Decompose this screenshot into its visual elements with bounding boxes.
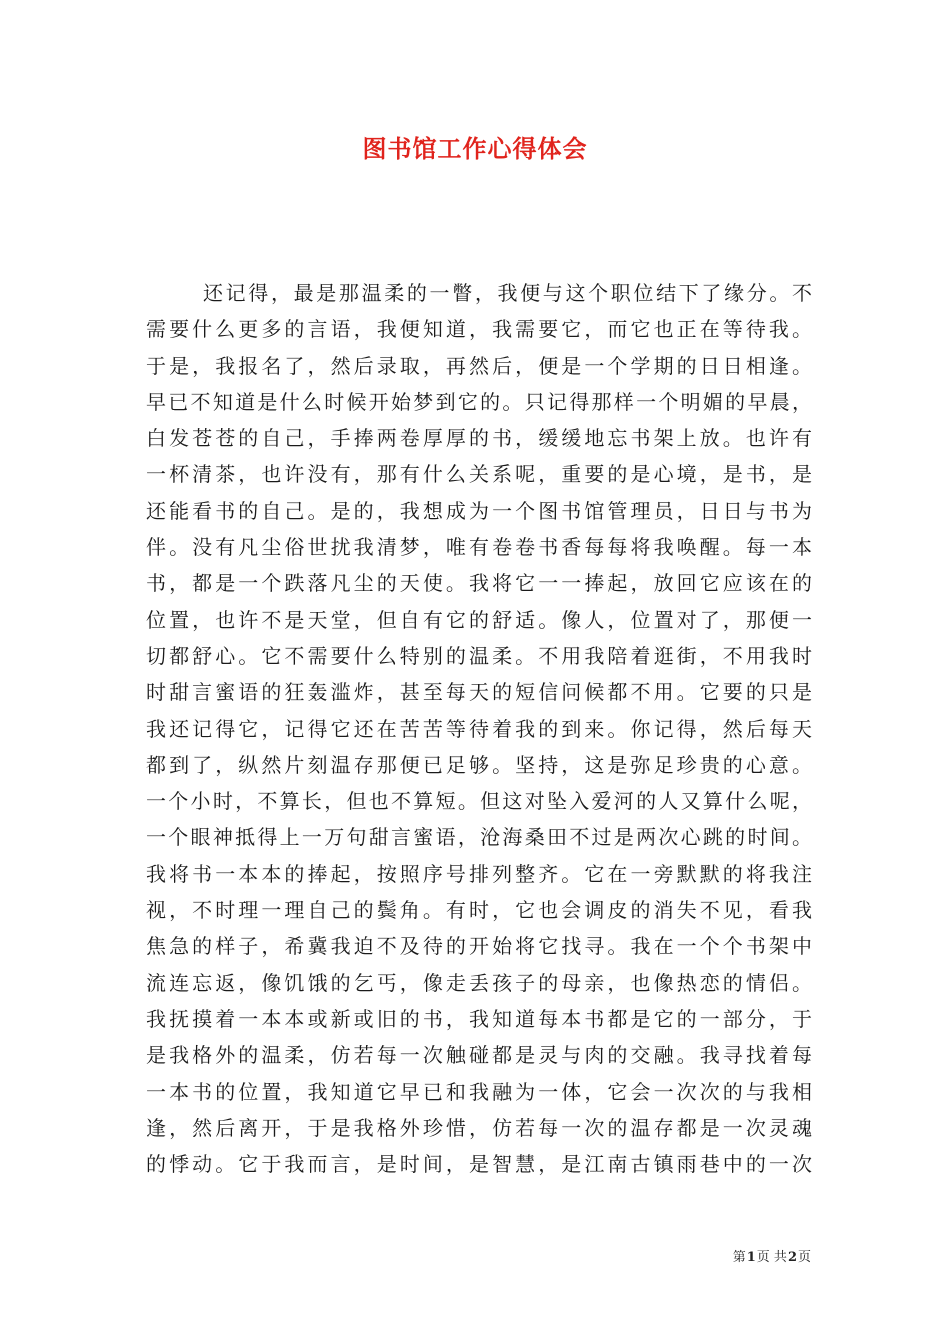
body-line: 我抚摸着一本本或新或旧的书，我知道每本书都是它的一部分，于	[146, 1006, 812, 1031]
page-middle: 页 共	[756, 1250, 787, 1265]
body-line: 我还记得它，记得它还在苦苦等待着我的到来。你记得，然后每天	[146, 716, 812, 741]
body-line: 的悸动。它于我而言，是时间，是智慧，是江南古镇雨巷中的一次	[146, 1152, 812, 1177]
body-line: 书，都是一个跌落凡尘的天使。我将它一一捧起，放回它应该在的	[146, 571, 812, 596]
body-line: 一本书的位置，我知道它早已和我融为一体，它会一次次的与我相	[146, 1079, 812, 1104]
body-line: 于是，我报名了，然后录取，再然后，便是一个学期的日日相逢。	[146, 353, 812, 378]
body-line: 逢，然后离开，于是我格外珍惜，仿若每一次的温存都是一次灵魂	[146, 1115, 812, 1140]
body-line: 伴。没有凡尘俗世扰我清梦，唯有卷卷书香每每将我唤醒。每一本	[146, 535, 812, 560]
body-line: 早已不知道是什么时候开始梦到它的。只记得那样一个明媚的早晨，	[146, 389, 812, 414]
body-line: 焦急的样子，希冀我迫不及待的开始将它找寻。我在一个个书架中	[146, 934, 812, 959]
body-line: 位置，也许不是天堂，但自有它的舒适。像人，位置对了，那便一	[146, 607, 812, 632]
body-line: 需要什么更多的言语，我便知道，我需要它，而它也正在等待我。	[146, 317, 812, 342]
page-prefix: 第	[732, 1250, 746, 1265]
page-suffix: 页	[797, 1250, 811, 1265]
body-line: 一个眼神抵得上一万句甜言蜜语，沧海桑田不过是两次心跳的时间。	[146, 825, 812, 850]
body-line: 流连忘返，像饥饿的乞丐，像走丢孩子的母亲，也像热恋的情侣。	[146, 970, 812, 995]
total-page-number: 2	[787, 1250, 797, 1265]
current-page-number: 1	[746, 1250, 756, 1265]
body-line: 还能看书的自己。是的，我想成为一个图书馆管理员，日日与书为	[146, 498, 812, 523]
page-number-footer	[733, 1249, 811, 1267]
document-body	[146, 275, 812, 1182]
body-line: 时甜言蜜语的狂轰滥炸，甚至每天的短信问候都不用。它要的只是	[146, 680, 812, 705]
body-line: 我将书一本本的捧起，按照序号排列整齐。它在一旁默默的将我注	[146, 861, 812, 886]
body-line: 切都舒心。它不需要什么特别的温柔。不用我陪着逛街，不用我时	[146, 643, 812, 668]
body-line: 都到了，纵然片刻温存那便已足够。坚持，这是弥足珍贵的心意。	[146, 752, 812, 777]
document-title: 图书馆工作心得体会	[362, 134, 588, 163]
body-line: 白发苍苍的自己，手捧两卷厚厚的书，缓缓地忘书架上放。也许有	[146, 426, 812, 451]
body-line: 一个小时，不算长，但也不算短。但这对坠入爱河的人又算什么呢，	[146, 789, 812, 814]
body-line: 一杯清茶，也许没有，那有什么关系呢，重要的是心境，是书，是	[146, 462, 812, 487]
body-line: 还记得，最是那温柔的一瞥，我便与这个职位结下了缘分。不	[203, 281, 812, 305]
body-line: 是我格外的温柔，仿若每一次触碰都是灵与肉的交融。我寻找着每	[146, 1043, 812, 1068]
body-line: 视，不时理一理自己的鬓角。有时，它也会调皮的消失不见，看我	[146, 898, 812, 923]
